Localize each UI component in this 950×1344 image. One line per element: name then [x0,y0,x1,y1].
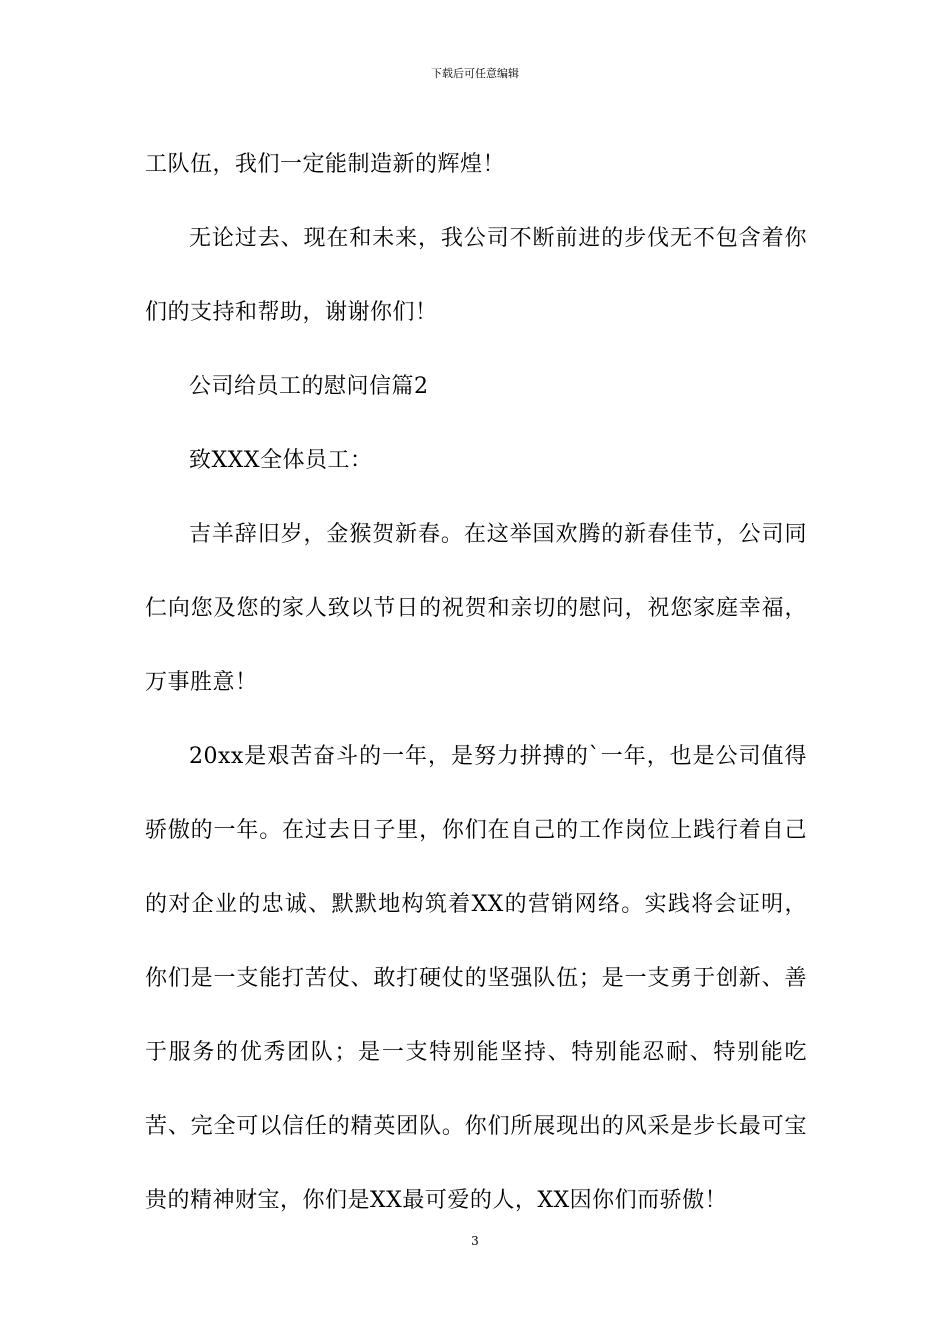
paragraph-2: 无论过去、现在和未来，我公司不断前进的步伐无不包含着你们的支持和帮助，谢谢你们！ [145,226,807,325]
document-body [145,128,807,1238]
page-header: 下载后可任意编辑 [431,67,519,80]
paragraph-4: 20xx是艰苦奋斗的一年，是努力拼搏的`一年，也是公司值得骄傲的一年。在过去日子里，你们在自己的工作岗位上践行着自己的对企业的忠诚、默默地构筑着XX的营销网络。实践将会证明，你们是一支能打苦仗、敢打硬仗的坚强队伍；是一支勇于创新、善于服务的优秀团队；是一支特别能坚持、特别能忍耐、特别能吃苦、完全可以信任的精英团队。你们所展现出的风采是步长最可宝贵的精神财宝，你们是XX最可爱的人，XX因你们而骄傲！ [145,744,807,1213]
paragraph-3: 吉羊辞旧岁，金猴贺新春。在这举国欢腾的新春佳节，公司同仁向您及您的家人致以节日的祝贺和亲切的慰问，祝您家庭幸福，万事胜意！ [145,522,807,695]
paragraph-1: 工队伍，我们一定能制造新的辉煌！ [145,152,506,177]
page-number: 3 [471,1234,479,1248]
salutation: 致XXX全体员工： [189,448,373,473]
section-heading: 公司给员工的慰问信篇2 [189,374,429,399]
